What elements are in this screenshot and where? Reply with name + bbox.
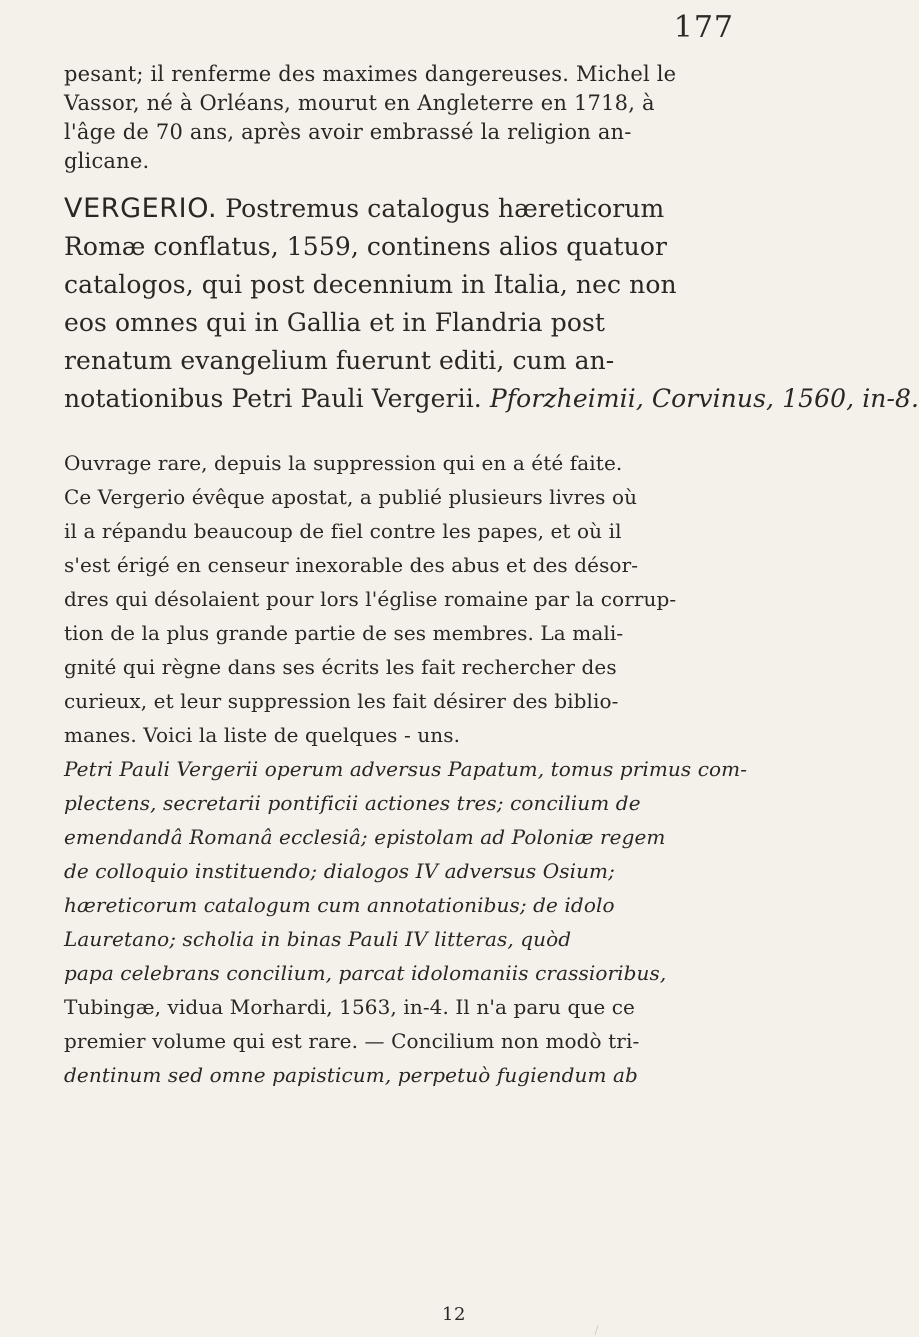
latin-list-line-6: Lauretano; scholia in binas Pauli IV litteras, quòd <box>64 927 572 951</box>
entry-imprint: Pforzheimii, Corvinus, 1560, in-8. <box>489 384 919 413</box>
latin-list-line-4: de colloquio instituendo; dialogos IV adversus Osium; <box>64 859 615 883</box>
latin-list-line-7: papa celebrans concilium, parcat idolomaniis crassioribus, <box>64 961 667 985</box>
commentary-line-9: manes. Voici la liste de quelques - uns. <box>64 723 461 747</box>
tail-line-2: premier volume qui est rare. — Concilium non modò tri- <box>64 1029 640 1053</box>
paragraph-1-line-4: glicane. <box>64 149 150 173</box>
paragraph-1-line-2: Vassor, né à Orléans, mourut en Angleterre en 1718, à <box>64 91 655 115</box>
latin-list-line-2: plectens, secretarii pontificii actiones tres; concilium de <box>64 791 641 815</box>
entry-line-4: eos omnes qui in Gallia et in Flandria post <box>64 308 606 337</box>
commentary-line-3: il a répandu beaucoup de fiel contre les papes, et où il <box>64 519 622 543</box>
tail-line-1: Tubingæ, vidua Morhardi, 1563, in-4. Il n'a paru que ce <box>64 995 635 1019</box>
commentary-line-8: curieux, et leur suppression les fait désirer des biblio- <box>64 689 619 713</box>
latin-list-line-1: Petri Pauli Vergerii operum adversus Papatum, tomus primus com- <box>64 757 748 781</box>
paragraph-1-line-1: pesant; il renferme des maximes dangereuses. Michel le <box>64 62 677 86</box>
entry-title-line-1: Postremus catalogus hæreticorum <box>225 194 665 223</box>
commentary-line-1: Ouvrage rare, depuis la suppression qui en a été faite. <box>64 451 623 475</box>
entry-line-2: Romæ conflatus, 1559, continens alios quatuor <box>64 232 668 261</box>
entry-line-1 <box>64 192 764 226</box>
signature-mark: 12 <box>442 1304 466 1325</box>
tail-line-3: dentinum sed omne papisticum, perpetuò fugiendum ab <box>64 1063 638 1087</box>
paragraph-1-line-3: l'âge de 70 ans, après avoir embrassé la religion an- <box>64 120 632 144</box>
entry-heading: VERGERIO. <box>64 193 218 224</box>
page-number: 177 <box>673 10 734 45</box>
commentary-line-5: dres qui désolaient pour lors l'église romaine par la corrup- <box>64 587 677 611</box>
entry-line-5: renatum evangelium fuerunt editi, cum an- <box>64 346 615 375</box>
commentary-line-7: gnité qui règne dans ses écrits les fait rechercher des <box>64 655 617 679</box>
entry-line-6 <box>64 382 919 416</box>
entry-line-6-text: notationibus Petri Pauli Vergerii. <box>64 384 482 413</box>
latin-list-line-5: hæreticorum catalogum cum annotationibus; de idolo <box>64 893 615 917</box>
latin-list-line-3: emendandâ Romanâ ecclesiâ; epistolam ad Poloniæ regem <box>64 825 666 849</box>
commentary-line-6: tion de la plus grande partie de ses membres. La mali- <box>64 621 624 645</box>
paper-mark <box>594 1325 598 1335</box>
entry-line-3: catalogos, qui post decennium in Italia, nec non <box>64 270 677 299</box>
commentary-line-2: Ce Vergerio évêque apostat, a publié plusieurs livres où <box>64 485 638 509</box>
commentary-line-4: s'est érigé en censeur inexorable des abus et des désor- <box>64 553 639 577</box>
